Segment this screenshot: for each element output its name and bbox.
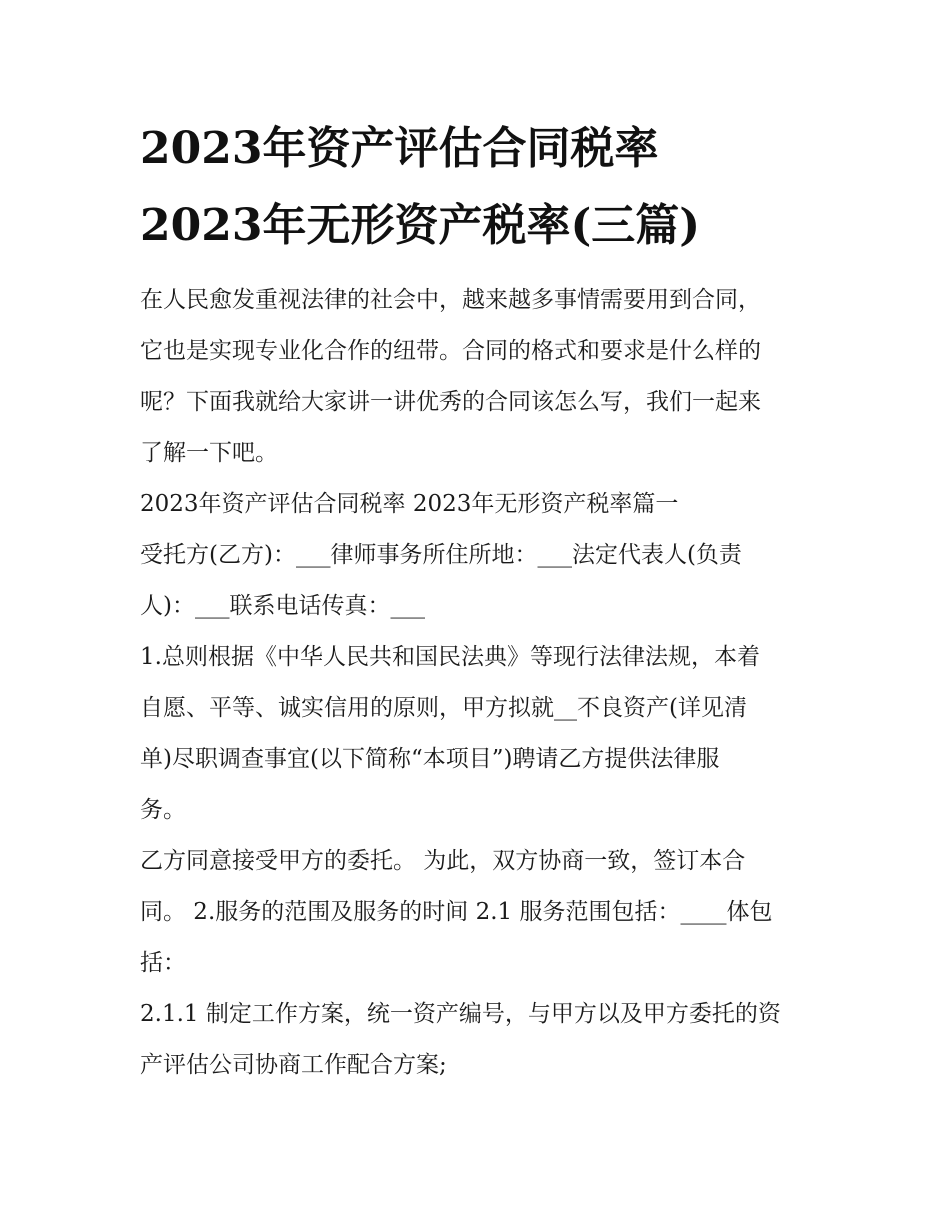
document-title-line-1: 2023年资产评估合同税率 (140, 123, 659, 174)
body-line-5: 2023年资产评估合同税率 2023年无形资产税率篇一 (140, 491, 679, 517)
document-body (140, 282, 830, 1098)
body-line-10: 单)尽职调查事宜(以下简称“本项目”)聘请乙方提供法律服 (140, 746, 720, 772)
document-title-line-2: 2023年无形资产税率(三篇) (140, 200, 701, 251)
body-line-3: 呢？下面我就给大家讲一讲优秀的合同该怎么写，我们一起来 (140, 389, 761, 415)
body-line-8: 1.总则根据《中华人民共和国民法典》等现行法律法规，本着 (140, 644, 760, 670)
body-line-1: 在人民愈发重视法律的社会中，越来越多事情需要用到合同， (140, 287, 761, 313)
body-line-13: 同。 2.服务的范围及服务的时间 2.1 服务范围包括：____体包 (140, 899, 773, 925)
body-line-9: 自愿、平等、诚实信用的原则，甲方拟就__不良资产(详见清 (140, 695, 747, 721)
body-line-15: 2.1.1 制定工作方案，统一资产编号，与甲方以及甲方委托的资 (140, 1001, 781, 1027)
body-line-11: 务。 (140, 797, 186, 823)
body-line-4: 了解一下吧。 (140, 440, 278, 466)
body-line-12: 乙方同意接受甲方的委托。 为此，双方协商一致，签订本合 (140, 848, 746, 874)
body-line-6: 受托方(乙方)：___律师事务所住所地：___法定代表人(负责 (140, 542, 742, 568)
body-line-2: 它也是实现专业化合作的纽带。合同的格式和要求是什么样的 (140, 338, 761, 364)
body-line-14: 括： (140, 950, 186, 976)
body-line-7: 人)：___联系电话传真：___ (140, 593, 425, 619)
body-line-16: 产评估公司协商工作配合方案; (140, 1052, 447, 1078)
